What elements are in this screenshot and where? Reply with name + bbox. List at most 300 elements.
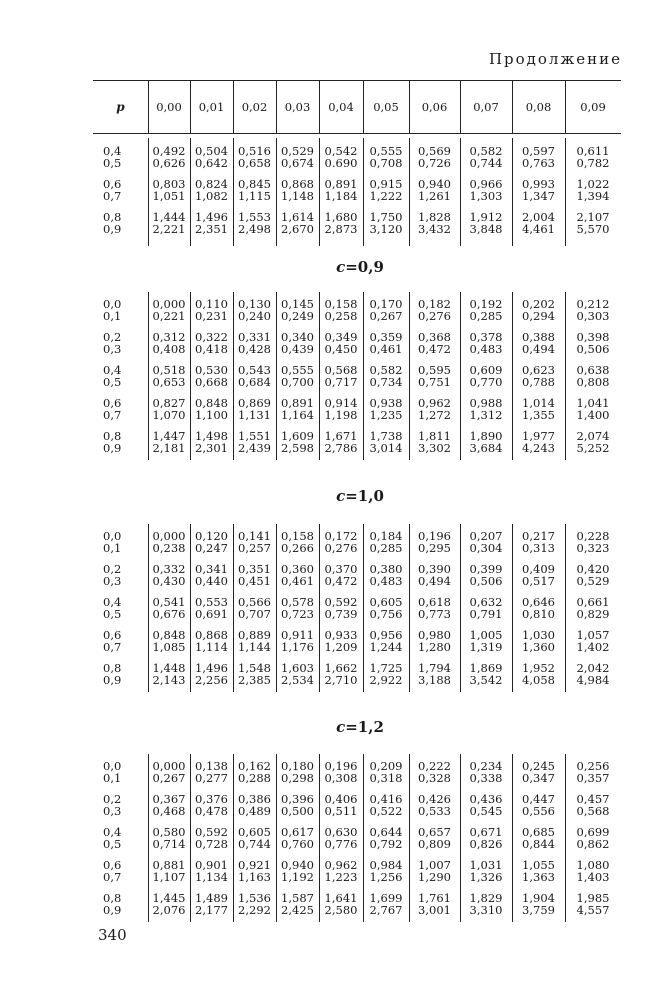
table-cell: 1,244 xyxy=(369,640,403,654)
table-cell: 0,267 xyxy=(152,771,186,785)
table-cell: 0,483 xyxy=(369,574,403,588)
table-cell: 0,642 xyxy=(195,156,228,170)
table-cell: 2,534 xyxy=(281,673,314,687)
table-cell: 3,188 xyxy=(418,673,451,687)
table-cell: 1,261 xyxy=(418,189,451,203)
table-cell: 1,280 xyxy=(418,640,451,654)
table-cell: 2,107 xyxy=(576,210,610,224)
page-number: 340 xyxy=(98,926,127,944)
table-cell: 1,131 xyxy=(238,408,271,422)
table-cell: 1,738 xyxy=(369,429,403,443)
table-cell: 2,042 xyxy=(576,661,610,675)
table-cell: 0,597 xyxy=(522,144,555,158)
table-cell: 2,004 xyxy=(522,210,555,224)
table-row xyxy=(93,223,621,236)
table-cell: 0,231 xyxy=(195,309,228,323)
table-cell: 0,671 xyxy=(469,825,503,839)
table-cell: 1,489 xyxy=(195,891,228,905)
table-cell: 1,115 xyxy=(238,189,271,203)
table-cell: 1,134 xyxy=(195,870,228,884)
column-divider xyxy=(148,81,149,133)
table-cell: 0,000 xyxy=(152,529,186,543)
table-cell: 1,272 xyxy=(418,408,451,422)
table-cell: 0,303 xyxy=(576,309,610,323)
table-cell: 0,522 xyxy=(369,804,403,818)
table-cell: 1,761 xyxy=(418,891,451,905)
row-group xyxy=(93,563,621,589)
section-title-value: =0,9 xyxy=(345,258,384,276)
header-column: 0,07 xyxy=(473,100,499,114)
table-cell: 0,504 xyxy=(195,144,228,158)
table-cell: 0,266 xyxy=(281,541,314,555)
table-row xyxy=(93,838,621,851)
table-cell: 0,298 xyxy=(281,771,314,785)
table-cell: 0,810 xyxy=(522,607,555,621)
table-cell: 0,472 xyxy=(418,342,451,356)
table-row xyxy=(93,575,621,588)
table-cell: 0,322 xyxy=(195,330,228,344)
table-cell: 3,684 xyxy=(469,441,503,455)
table-cell: 0,580 xyxy=(152,825,186,839)
table-cell: 1,553 xyxy=(238,210,271,224)
table-row xyxy=(93,442,621,455)
row-p-value: 0,7 xyxy=(103,408,122,422)
row-p-value: 0,9 xyxy=(103,903,122,917)
header-column: 0,06 xyxy=(421,100,448,114)
table-cell: 1,869 xyxy=(469,661,503,675)
table-cell: 2,498 xyxy=(238,222,271,236)
section-title xyxy=(300,258,420,276)
table-cell: 2,221 xyxy=(152,222,186,236)
continuation-label: Продолжение xyxy=(488,50,622,68)
table-cell: 3,302 xyxy=(418,441,451,455)
header-column: 0,05 xyxy=(373,100,399,114)
table-cell: 0,430 xyxy=(152,574,186,588)
table-cell: 0,626 xyxy=(152,156,186,170)
table-cell: 1,148 xyxy=(281,189,314,203)
table-cell: 0,312 xyxy=(152,330,186,344)
table-cell: 0,541 xyxy=(152,595,186,609)
table-cell: 0,517 xyxy=(522,574,555,588)
table-cell: 0,845 xyxy=(238,177,271,191)
table-cell: 2,670 xyxy=(281,222,314,236)
table-cell: 0,911 xyxy=(281,628,314,642)
table-cell: 0,138 xyxy=(195,759,228,773)
row-p-value: 0,8 xyxy=(103,210,122,224)
table-row xyxy=(93,641,621,654)
row-group xyxy=(93,793,621,819)
table-cell: 0,257 xyxy=(238,541,271,555)
table-cell: 0,529 xyxy=(281,144,314,158)
table-cell: 1,005 xyxy=(469,628,503,642)
table-cell: 0,388 xyxy=(522,330,555,344)
column-divider xyxy=(319,81,320,133)
table-cell: 1,360 xyxy=(522,640,555,654)
table-cell: 0,408 xyxy=(152,342,186,356)
table-cell: 0,578 xyxy=(281,595,314,609)
table-cell: 1,347 xyxy=(522,189,555,203)
row-group xyxy=(93,629,621,655)
table-row xyxy=(93,409,621,422)
table-cell: 0,674 xyxy=(281,156,314,170)
table-cell: 1,447 xyxy=(152,429,186,443)
table-cell: 0,657 xyxy=(418,825,451,839)
table-cell: 2,143 xyxy=(152,673,186,687)
table-cell: 2,580 xyxy=(324,903,358,917)
table-cell: 1,363 xyxy=(522,870,555,884)
table-cell: 1,114 xyxy=(195,640,228,654)
table-cell: 0,202 xyxy=(522,297,555,311)
table-cell: 2,385 xyxy=(238,673,271,687)
table-cell: 1,448 xyxy=(152,661,186,675)
table-cell: 0,744 xyxy=(469,156,503,170)
table-cell: 0,638 xyxy=(576,363,610,377)
table-cell: 2,922 xyxy=(369,673,403,687)
row-group xyxy=(93,892,621,918)
table-cell: 1,403 xyxy=(576,870,610,884)
table-cell: 0,940 xyxy=(281,858,314,872)
table-cell: 0,360 xyxy=(281,562,314,576)
table-cell: 2,256 xyxy=(195,673,228,687)
table-cell: 1,198 xyxy=(324,408,358,422)
table-cell: 0,568 xyxy=(324,363,358,377)
table-cell: 0,258 xyxy=(324,309,358,323)
table-cell: 0,162 xyxy=(238,759,271,773)
row-group xyxy=(93,662,621,688)
row-group xyxy=(93,760,621,786)
table-cell: 0,770 xyxy=(469,375,503,389)
table-cell: 0,881 xyxy=(152,858,186,872)
table-cell: 2,598 xyxy=(281,441,314,455)
table-cell: 3,848 xyxy=(469,222,503,236)
table-row xyxy=(93,904,621,917)
table-cell: 1,176 xyxy=(281,640,314,654)
table-cell: 0,478 xyxy=(195,804,228,818)
row-p-value: 0,4 xyxy=(103,825,122,839)
row-group xyxy=(93,364,621,390)
table-cell: 0,249 xyxy=(281,309,314,323)
table-cell: 0,145 xyxy=(281,297,314,311)
table-cell: 1,163 xyxy=(238,870,271,884)
table-cell: 0,611 xyxy=(576,144,610,158)
table-cell: 3,014 xyxy=(369,441,403,455)
table-cell: 0,582 xyxy=(469,144,503,158)
table-cell: 0,420 xyxy=(576,562,610,576)
table-cell: 0,618 xyxy=(418,595,451,609)
table-cell: 1,312 xyxy=(469,408,503,422)
table-cell: 0,791 xyxy=(469,607,503,621)
table-cell: 0,447 xyxy=(522,792,555,806)
table-cell: 0,962 xyxy=(418,396,451,410)
table-cell: 3,759 xyxy=(522,903,555,917)
table-cell: 2,710 xyxy=(324,673,358,687)
row-p-value: 0,4 xyxy=(103,595,122,609)
column-divider xyxy=(512,81,513,133)
table-cell: 0,685 xyxy=(522,825,555,839)
table-cell: 0,582 xyxy=(369,363,403,377)
table-cell: 4,461 xyxy=(522,222,555,236)
table-cell: 0,184 xyxy=(369,529,403,543)
table-cell: 0,376 xyxy=(195,792,228,806)
column-divider xyxy=(276,81,277,133)
table-cell: 0,357 xyxy=(576,771,610,785)
table-cell: 1,750 xyxy=(369,210,403,224)
table-cell: 0,196 xyxy=(418,529,451,543)
table-cell: 0,691 xyxy=(195,607,228,621)
table-cell: 0,684 xyxy=(238,375,271,389)
table-cell: 0,914 xyxy=(324,396,358,410)
table-cell: 1,057 xyxy=(576,628,610,642)
row-group xyxy=(93,145,621,171)
row-p-value: 0,5 xyxy=(103,375,122,389)
section-title-value: =1,2 xyxy=(345,718,384,736)
table-cell: 0,378 xyxy=(469,330,503,344)
table-cell: 0,646 xyxy=(522,595,555,609)
table-cell: 0,824 xyxy=(195,177,228,191)
table-cell: 0,234 xyxy=(469,759,503,773)
table-cell: 0,632 xyxy=(469,595,503,609)
table-cell: 0,428 xyxy=(238,342,271,356)
row-p-value: 0,0 xyxy=(103,297,122,311)
table-cell: 0,172 xyxy=(324,529,358,543)
table-cell: 0,318 xyxy=(369,771,403,785)
table-cell: 1,100 xyxy=(195,408,228,422)
row-p-value: 0,5 xyxy=(103,837,122,851)
table-cell: 0,868 xyxy=(195,628,228,642)
table-cell: 0,308 xyxy=(324,771,358,785)
table-cell: 1,699 xyxy=(369,891,403,905)
table-cell: 0,277 xyxy=(195,771,228,785)
table-cell: 0,808 xyxy=(576,375,610,389)
row-group xyxy=(93,298,621,324)
table-cell: 1,107 xyxy=(152,870,186,884)
table-cell: 0,653 xyxy=(152,375,186,389)
table-cell: 0,889 xyxy=(238,628,271,642)
table-cell: 1,977 xyxy=(522,429,555,443)
table-cell: 0,436 xyxy=(469,792,503,806)
table-cell: 1,070 xyxy=(152,408,186,422)
table-cell: 0,984 xyxy=(369,858,403,872)
row-p-value: 0,9 xyxy=(103,222,122,236)
table-row xyxy=(93,608,621,621)
table-cell: 0,739 xyxy=(324,607,358,621)
table-cell: 0,451 xyxy=(238,574,271,588)
row-p-value: 0,0 xyxy=(103,759,122,773)
row-p-value: 0,3 xyxy=(103,342,122,356)
table-cell: 1,402 xyxy=(576,640,610,654)
table-cell: 0,000 xyxy=(152,759,186,773)
table-cell: 2,074 xyxy=(576,429,610,443)
table-cell: 0,566 xyxy=(238,595,271,609)
table-cell: 0,555 xyxy=(281,363,314,377)
table-cell: 0,848 xyxy=(152,628,186,642)
table-cell: 1,030 xyxy=(522,628,555,642)
header-column: 0,09 xyxy=(580,100,606,114)
table-cell: 0,644 xyxy=(369,825,403,839)
table-cell: 0,556 xyxy=(522,804,555,818)
table-cell: 0,592 xyxy=(195,825,228,839)
table-cell: 0,744 xyxy=(238,837,271,851)
table-cell: 0,110 xyxy=(195,297,228,311)
row-p-value: 0,0 xyxy=(103,529,122,543)
header-p-label: p xyxy=(116,100,125,114)
table-cell: 0,418 xyxy=(195,342,228,356)
table-cell: 4,984 xyxy=(576,673,610,687)
table-cell: 0,708 xyxy=(369,156,403,170)
table-cell: 0,472 xyxy=(324,574,358,588)
table-cell: 1,548 xyxy=(238,661,271,675)
table-cell: 1,209 xyxy=(324,640,358,654)
table-cell: 0,676 xyxy=(152,607,186,621)
table-cell: 0,323 xyxy=(576,541,610,555)
table-cell: 0,461 xyxy=(281,574,314,588)
table-cell: 1,794 xyxy=(418,661,451,675)
column-divider xyxy=(460,81,461,133)
table-cell: 2,181 xyxy=(152,441,186,455)
row-p-value: 0,6 xyxy=(103,858,122,872)
table-cell: 1,445 xyxy=(152,891,186,905)
header-column: 0,00 xyxy=(156,100,182,114)
table-cell: 0,826 xyxy=(469,837,503,851)
table-cell: 0,399 xyxy=(469,562,503,576)
table-cell: 2,439 xyxy=(238,441,271,455)
row-p-value: 0,8 xyxy=(103,429,122,443)
table-cell: 0,623 xyxy=(522,363,555,377)
table-cell: 0,605 xyxy=(369,595,403,609)
table-cell: 0,285 xyxy=(369,541,403,555)
table-cell: 0,158 xyxy=(324,297,358,311)
table-cell: 1,641 xyxy=(324,891,358,905)
table-cell: 0,120 xyxy=(195,529,228,543)
table-cell: 0,396 xyxy=(281,792,314,806)
table-cell: 0,933 xyxy=(324,628,358,642)
table-cell: 1,904 xyxy=(522,891,555,905)
table-cell: 0,141 xyxy=(238,529,271,543)
table-header xyxy=(93,80,621,134)
table-cell: 0,568 xyxy=(576,804,610,818)
row-p-value: 0,8 xyxy=(103,661,122,675)
table-cell: 0,966 xyxy=(469,177,503,191)
table-cell: 0,803 xyxy=(152,177,186,191)
row-p-value: 0,9 xyxy=(103,441,122,455)
row-group xyxy=(93,859,621,885)
table-cell: 0,457 xyxy=(576,792,610,806)
table-cell: 1,223 xyxy=(324,870,358,884)
table-cell: 1,290 xyxy=(418,870,451,884)
table-cell: 1,671 xyxy=(324,429,358,443)
table-cell: 0,426 xyxy=(418,792,451,806)
row-p-value: 0,5 xyxy=(103,607,122,621)
table-cell: 0,988 xyxy=(469,396,503,410)
table-cell: 4,243 xyxy=(522,441,555,455)
table-cell: 1,496 xyxy=(195,661,228,675)
section-title-variable: c xyxy=(336,718,346,736)
table-cell: 0,000 xyxy=(152,297,186,311)
table-cell: 0,409 xyxy=(522,562,555,576)
table-cell: 0,338 xyxy=(469,771,503,785)
table-cell: 0,468 xyxy=(152,804,186,818)
row-group xyxy=(93,178,621,204)
row-p-value: 0,6 xyxy=(103,396,122,410)
table-cell: 0,792 xyxy=(369,837,403,851)
table-row xyxy=(93,805,621,818)
table-cell: 4,557 xyxy=(576,903,610,917)
table-cell: 1,890 xyxy=(469,429,503,443)
table-cell: 0,609 xyxy=(469,363,503,377)
row-p-value: 0,7 xyxy=(103,640,122,654)
table-cell: 2,076 xyxy=(152,903,186,917)
table-cell: 0,555 xyxy=(369,144,403,158)
table-cell: 1,041 xyxy=(576,396,610,410)
table-cell: 2,873 xyxy=(324,222,358,236)
table-cell: 0,461 xyxy=(369,342,403,356)
table-cell: 1,952 xyxy=(522,661,555,675)
table-cell: 1,536 xyxy=(238,891,271,905)
table-cell: 0,332 xyxy=(152,562,186,576)
table-row xyxy=(93,871,621,884)
table-cell: 0,773 xyxy=(418,607,451,621)
table-cell: 1,051 xyxy=(152,189,186,203)
table-cell: 0,450 xyxy=(324,342,358,356)
row-group xyxy=(93,826,621,852)
row-p-value: 0,2 xyxy=(103,792,122,806)
table-cell: 1,164 xyxy=(281,408,314,422)
table-cell: 1,082 xyxy=(195,189,228,203)
table-cell: 0,595 xyxy=(418,363,451,377)
row-p-value: 0,6 xyxy=(103,177,122,191)
table-cell: 0,256 xyxy=(576,759,610,773)
table-cell: 0,891 xyxy=(324,177,358,191)
table-cell: 0,276 xyxy=(418,309,451,323)
table-cell: 0,313 xyxy=(522,541,555,555)
row-group xyxy=(93,211,621,237)
table-cell: 1,662 xyxy=(324,661,358,675)
table-cell: 1,680 xyxy=(324,210,358,224)
table-cell: 0,217 xyxy=(522,529,555,543)
table-cell: 2,767 xyxy=(369,903,403,917)
table-cell: 1,400 xyxy=(576,408,610,422)
table-cell: 3,001 xyxy=(418,903,451,917)
table-cell: 0,130 xyxy=(238,297,271,311)
table-cell: 5,570 xyxy=(576,222,610,236)
row-p-value: 0,1 xyxy=(103,309,122,323)
table-cell: 0,416 xyxy=(369,792,403,806)
table-cell: 3,432 xyxy=(418,222,451,236)
table-cell: 1,235 xyxy=(369,408,403,422)
row-p-value: 0,3 xyxy=(103,804,122,818)
section-title xyxy=(300,718,420,736)
table-cell: 0,776 xyxy=(324,837,358,851)
table-cell: 0,569 xyxy=(418,144,451,158)
table-cell: 0,347 xyxy=(522,771,555,785)
table-cell: 0,294 xyxy=(522,309,555,323)
table-cell: 0,938 xyxy=(369,396,403,410)
table-cell: 0,511 xyxy=(324,804,358,818)
table-cell: 0,285 xyxy=(469,309,503,323)
table-cell: 1,496 xyxy=(195,210,228,224)
table-row xyxy=(93,376,621,389)
row-group xyxy=(93,397,621,423)
row-group xyxy=(93,596,621,622)
table-cell: 0,240 xyxy=(238,309,271,323)
table-cell: 0,228 xyxy=(576,529,610,543)
table-cell: 0,209 xyxy=(369,759,403,773)
table-cell: 0,962 xyxy=(324,858,358,872)
table-cell: 0,192 xyxy=(469,297,503,311)
table-cell: 1,498 xyxy=(195,429,228,443)
table-cell: 0,940 xyxy=(418,177,451,191)
table-cell: 0,829 xyxy=(576,607,610,621)
